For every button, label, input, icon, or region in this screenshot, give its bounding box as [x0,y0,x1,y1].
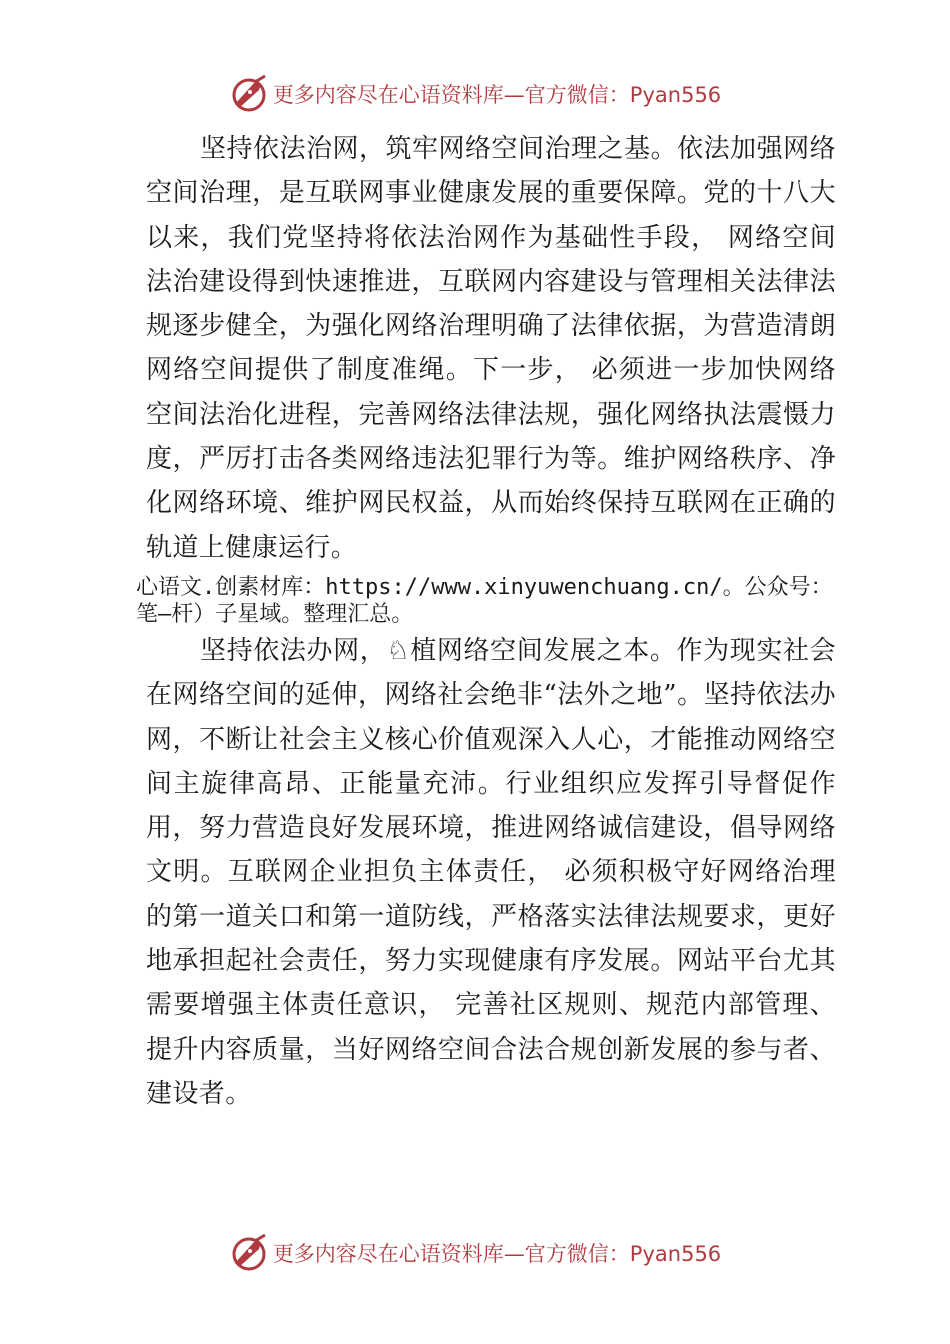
paragraph-2: 坚持依法办网，♘植网络空间发展之本。作为现实社会在网络空间的延伸，网络社会绝非“法外之地”。坚持依法办网，不断让社会主义核心价值观深入人心，才能推动网络空间主旋律高昂、正能量充沛。行业组织应发挥引导督促作用，努力营造良好发展环境，推进网络诚信建设，倡导网络文明。互联网企业担负主体责任， 必须积极守好网络治理的第一道关口和第一道防线，严格落实法律法规要求，更好地承担起社会责任，努力实现健康有序发展。网站平台尤其需要增强主体责任意识， 完善社区规则、规范内部管理、提升内容质量，当好网络空间合法合规创新发展的参与者、建设者。 [146,636,836,1109]
fountain-pen-logo-icon [229,74,269,114]
source-note: 心语文.创素材库：https://www.xinyuwenchuang.cn/。公众号：笔—杆）子星域。整理汇总。 [136,575,833,627]
header-banner-text: 更多内容尽在心语资料库—官方微信：Pyan556 [272,83,722,107]
footer-banner [0,1231,950,1275]
paragraph-1: 坚持依法治网，筑牢网络空间治理之基。依法加强网络空间治理，是互联网事业健康发展的重要保障。党的十八大以来，我们党坚持将依法治网作为基础性手段， 网络空间法治建设得到快速推进，互联网内容建设与管理相关法律法规逐步健全，为强化网络治理明确了法律依据，为营造清朗网络空间提供了制度准绳。下一步， 必须进一步加快网络空间法治化进程，完善网络法律法规，强化网络执法震慑力度，严厉打击各类网络违法犯罪行为等。维护网络秩序、净化网络环境、维护网民权益，从而始终保持互联网在正确的轨道上健康运行。 [146,134,836,563]
fountain-pen-logo-icon [229,1233,269,1273]
header-banner [0,72,950,116]
footer-banner-text: 更多内容尽在心语资料库—官方微信：Pyan556 [272,1242,722,1266]
